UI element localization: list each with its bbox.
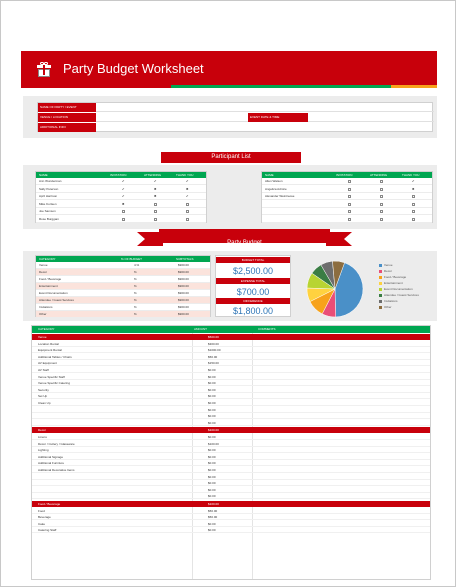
participant-row — [262, 178, 432, 185]
detail-row — [32, 367, 431, 373]
budget-row — [36, 283, 210, 290]
detail-item: AV Equipment — [38, 361, 57, 366]
column-header: ATTENDING — [370, 173, 388, 177]
budget-row — [36, 276, 210, 283]
detail-amount: $0.00 — [208, 414, 216, 419]
check-icon: ✔ — [122, 179, 125, 183]
legend-swatch — [379, 300, 382, 303]
check-icon: ✔ — [186, 194, 189, 199]
column-header: THANK YOU — [402, 173, 420, 177]
participant-name: Rose Burggam — [39, 217, 60, 221]
detail-row — [32, 341, 431, 347]
budget-subtotal: $900.00 — [178, 291, 189, 295]
difference-label: DIFFERENCE — [216, 298, 290, 304]
legend-swatch — [379, 282, 382, 285]
budget-row — [36, 290, 210, 297]
detail-item: Catering Staff — [38, 528, 57, 533]
detail-amount: $0.00 — [208, 474, 216, 479]
checkbox[interactable] — [122, 216, 125, 224]
legend-label: Food / Beverage — [384, 275, 407, 279]
checkbox[interactable] — [348, 216, 351, 224]
check-icon: ✔ — [122, 186, 125, 191]
section-header — [32, 501, 431, 507]
participant-row — [36, 186, 206, 193]
budget-summary — [215, 255, 291, 317]
budget-category: Food / Beverage — [39, 277, 62, 281]
detail-row — [32, 487, 431, 493]
legend-swatch — [379, 264, 382, 267]
legend-swatch — [379, 288, 382, 291]
cross-icon: ✖ — [154, 194, 157, 199]
event-info-box — [37, 102, 433, 132]
detail-amount: $1000.00 — [208, 348, 221, 353]
detail-row — [32, 400, 431, 406]
check-icon: ✔ — [154, 179, 157, 183]
cross-icon: ✖ — [122, 201, 125, 206]
participant-name: Allen Watson — [265, 179, 283, 183]
checkbox[interactable] — [186, 216, 189, 224]
event-date-label: EVENT DATE & TIME — [248, 113, 308, 122]
participant-list-title: Participant List — [161, 152, 301, 163]
budget-subtotal: $900.00 — [178, 305, 189, 309]
participant-row — [262, 186, 432, 193]
detail-item: Food — [38, 508, 45, 513]
detail-amount: $0.00 — [208, 461, 216, 466]
budget-row — [36, 297, 210, 304]
detail-item: Additional Signage — [38, 454, 64, 459]
detail-amount: $0.00 — [208, 448, 216, 453]
legend-label: Decor — [384, 269, 393, 273]
detail-item: Additional Tables / Chairs — [38, 354, 72, 359]
detail-row — [32, 508, 431, 514]
detail-amount: $0.00 — [208, 521, 216, 526]
budget-row — [36, 269, 210, 276]
column-header: COMMENTS — [258, 327, 276, 331]
checkbox[interactable] — [412, 216, 415, 224]
budget-subtotal: $900.00 — [178, 277, 189, 281]
budget-category: Venue — [39, 263, 48, 267]
participant-name: Ann Wunderman — [39, 179, 62, 183]
gift-icon — [37, 62, 51, 75]
section-name: Venue — [38, 335, 47, 339]
detail-item: Venue Specific Catering — [38, 381, 71, 386]
participant-row — [262, 216, 432, 223]
detail-amount: $0.00 — [208, 394, 216, 399]
detail-amount: $50.00 — [208, 354, 218, 359]
column-header: THANK YOU — [176, 173, 194, 177]
legend-label: Event Documentation — [384, 287, 413, 291]
check-icon: ✔ — [122, 194, 125, 199]
budget-subtotal: $900.00 — [178, 270, 189, 274]
participant-name: Mike Kurtsen — [39, 201, 57, 206]
detail-row — [32, 360, 431, 366]
budget-percent: % — [134, 284, 137, 288]
detail-row — [32, 467, 431, 473]
budget-percent: 4.% — [134, 263, 140, 267]
detail-amount: $0.00 — [208, 420, 216, 425]
column-header: NAME — [265, 173, 274, 177]
legend-label: Other — [384, 305, 392, 309]
budget-category: Attendee / Guest Services — [39, 298, 74, 302]
participant-row — [36, 201, 206, 208]
detail-item: Venue Specific Staff — [38, 374, 65, 379]
detail-amount: $100.00 — [208, 441, 219, 446]
detail-item: Set Up — [38, 394, 48, 399]
detail-item: Lighting — [38, 448, 49, 453]
detail-row — [32, 527, 431, 533]
detail-amount: $0.00 — [208, 487, 216, 492]
detail-amount: $0.00 — [208, 401, 216, 405]
detail-amount: $0.00 — [208, 481, 216, 486]
detail-item: Cake — [38, 521, 46, 526]
section-header — [32, 427, 431, 433]
detail-item: Security — [38, 387, 49, 392]
participant-row — [262, 208, 432, 215]
legend-label: Entertainment — [384, 281, 403, 285]
legend-item — [379, 304, 419, 310]
participant-row — [36, 216, 206, 223]
detail-item: Décor / Cutlery / Glassware — [38, 441, 75, 446]
participant-row — [36, 193, 206, 200]
column-header: SUBTOTALS — [176, 257, 194, 261]
detail-amount: $300.00 — [208, 341, 219, 346]
cross-icon: ✖ — [154, 186, 157, 191]
legend-swatch — [379, 270, 382, 273]
detail-amount: $0.00 — [208, 435, 216, 439]
detail-amount: $0.00 — [208, 454, 216, 459]
budget-percent: % — [134, 298, 137, 302]
participant-row — [262, 193, 432, 200]
legend-swatch — [379, 294, 382, 297]
detail-item: Equipment Rental — [38, 348, 62, 353]
expense-total-label: EXPENSE TOTAL — [216, 278, 290, 284]
budget-percent: % — [134, 312, 137, 316]
expense-total-value: $700.00 — [236, 287, 270, 297]
budget-detail-table — [31, 325, 431, 580]
column-header: CATEGORY — [38, 327, 55, 331]
detail-row — [32, 387, 431, 393]
detail-row — [32, 407, 431, 413]
detail-amount: $50.00 — [208, 515, 218, 520]
venue-label: VENUE / LOCATION — [38, 113, 96, 122]
section-name: Food / Beverage — [38, 502, 61, 506]
detail-amount: $0.00 — [208, 407, 216, 412]
detail-row — [32, 480, 431, 486]
detail-row — [32, 380, 431, 386]
participant-name: Angelica Admire — [265, 186, 287, 191]
column-header: CATEGORY — [39, 257, 56, 261]
column-header: INVITATION — [110, 173, 127, 177]
budget-percent: % — [134, 277, 137, 281]
detail-row — [32, 454, 431, 460]
detail-row — [32, 420, 431, 426]
detail-amount: $0.00 — [208, 381, 216, 386]
section-total: $100.00 — [208, 428, 219, 433]
detail-row — [32, 460, 431, 466]
detail-amount: $0.00 — [208, 368, 216, 372]
detail-row — [32, 521, 431, 527]
budget-row — [36, 262, 210, 269]
detail-amount: $150.00 — [208, 361, 219, 366]
legend-label: Attendee / Guest Services — [384, 293, 419, 297]
detail-row — [32, 374, 431, 380]
check-icon: ✔ — [186, 179, 189, 183]
detail-item: Clean Up — [38, 401, 51, 405]
legend-label: Venue — [384, 263, 393, 267]
detail-row — [32, 347, 431, 353]
legend-swatch — [379, 276, 382, 279]
detail-row — [32, 413, 431, 419]
party-name-label: NAME OF PARTY / EVENT — [38, 103, 96, 112]
detail-amount: $0.00 — [208, 468, 216, 472]
difference-value: $1,800.00 — [232, 306, 274, 316]
detail-amount: $0.00 — [208, 494, 216, 499]
participant-name: Alexander Weintreose — [265, 194, 295, 199]
budget-total-value: $2,500.00 — [232, 266, 274, 276]
participant-row — [36, 208, 206, 215]
additional-info-label: ADDITIONAL INFO — [38, 123, 96, 132]
detail-row — [32, 447, 431, 453]
budget-category: Entertainment — [39, 284, 58, 288]
budget-subtotal: $900.00 — [178, 284, 189, 288]
color-stripe — [21, 85, 437, 88]
budget-percent: % — [134, 305, 137, 309]
pie-legend — [379, 262, 419, 310]
detail-item: Additional Furniture — [38, 461, 65, 466]
cross-icon: ✖ — [412, 186, 415, 191]
budget-category: Event Documentation — [39, 291, 68, 295]
budget-category: Other — [39, 312, 47, 316]
detail-amount: $0.00 — [208, 374, 216, 379]
detail-item: Linens — [38, 435, 47, 439]
detail-row — [32, 474, 431, 480]
budget-subtotal: $900.00 — [178, 298, 189, 302]
detail-row — [32, 514, 431, 520]
budget-percent: % — [134, 270, 137, 274]
legend-label: Invitations — [384, 299, 398, 303]
table-header — [32, 326, 431, 333]
budget-category: Invitations — [39, 305, 53, 309]
participant-row — [36, 178, 206, 185]
checkbox[interactable] — [380, 216, 383, 224]
column-header: INVITATION — [336, 173, 353, 177]
legend-swatch — [379, 306, 382, 309]
detail-item: Location Rental — [38, 341, 59, 346]
detail-row — [32, 434, 431, 440]
section-total: $100.00 — [208, 502, 219, 506]
detail-item: AV Staff — [38, 368, 49, 372]
cross-icon: ✖ — [186, 186, 189, 191]
budget-row — [36, 304, 210, 311]
party-budget-title: Party Budget — [227, 240, 262, 246]
participant-table-left — [35, 171, 207, 223]
detail-amount: $50.00 — [208, 508, 218, 513]
participant-table-right — [261, 171, 433, 223]
checkbox[interactable] — [154, 216, 157, 224]
budget-category: Decor — [39, 270, 48, 274]
budget-pie-chart — [301, 258, 369, 320]
column-header: ATTENDING — [144, 173, 162, 177]
detail-item: Beverage — [38, 515, 51, 520]
budget-total-label: BUDGET TOTAL — [216, 257, 290, 263]
budget-subtotal: $900.00 — [178, 312, 189, 316]
title-banner — [21, 51, 437, 85]
detail-row — [32, 393, 431, 399]
participant-row — [262, 201, 432, 208]
check-icon: ✔ — [412, 179, 415, 183]
column-header: % OF BUDGET — [121, 257, 143, 261]
budget-category-table — [35, 255, 211, 317]
section-name: Decor — [38, 428, 47, 433]
section-total: $500.00 — [208, 335, 219, 339]
detail-item: Additional Decorative Items — [38, 468, 75, 472]
participant-name: Sally Peterson — [39, 186, 59, 191]
budget-row — [36, 311, 210, 318]
participant-name: April Harrison — [39, 194, 58, 199]
detail-row — [32, 493, 431, 499]
detail-row — [32, 354, 431, 360]
column-header: NAME — [39, 173, 48, 177]
column-header: AMOUNT — [194, 327, 207, 331]
page-title: Party Budget Worksheet — [63, 60, 204, 76]
budget-percent: % — [134, 291, 137, 295]
budget-subtotal: $900.00 — [178, 263, 189, 267]
detail-row — [32, 441, 431, 447]
participant-name: Joe Samson — [39, 209, 56, 214]
detail-amount: $0.00 — [208, 528, 216, 533]
detail-amount: $0.00 — [208, 387, 216, 392]
section-header — [32, 334, 431, 340]
